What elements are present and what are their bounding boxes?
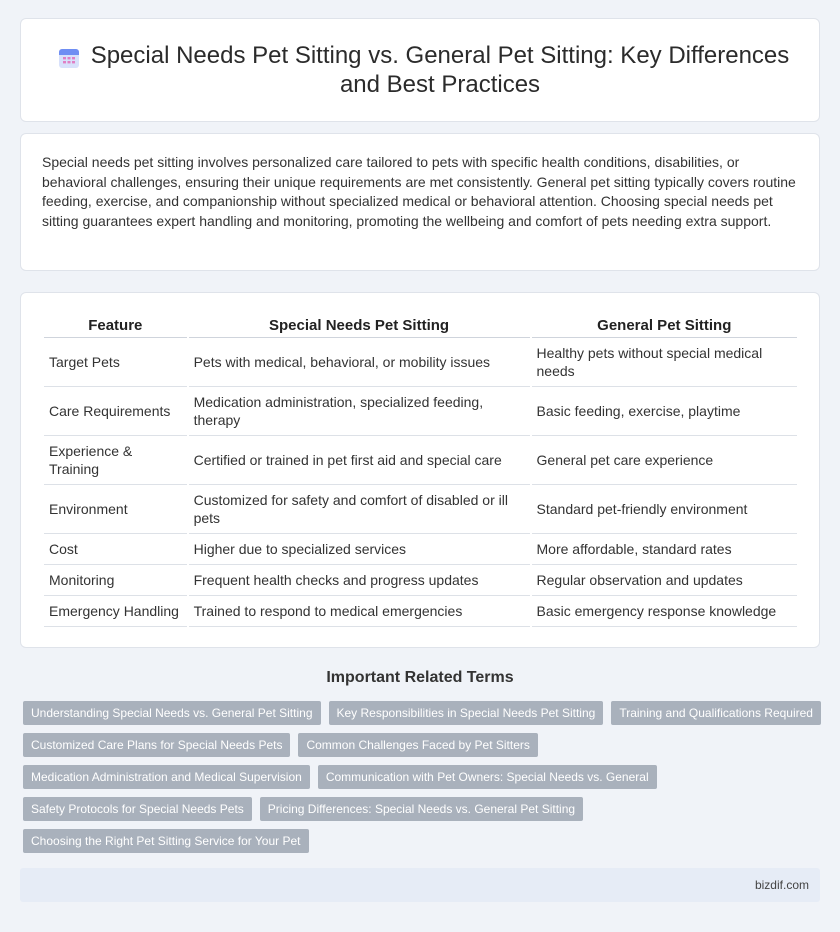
related-term-tag[interactable]: Training and Qualifications Required	[611, 701, 821, 725]
feature-cell: Target Pets	[44, 338, 187, 387]
related-term-tag[interactable]: Medication Administration and Medical Supervision	[23, 765, 310, 789]
intro-card	[20, 133, 820, 271]
feature-cell: Care Requirements	[44, 387, 187, 436]
related-term-tag[interactable]: Communication with Pet Owners: Special Needs vs. General	[318, 765, 657, 789]
column-header: General Pet Sitting	[532, 315, 797, 338]
intro-paragraph: Special needs pet sitting involves personalized care tailored to pets with specific health conditions, disabilities, or behavioral challenges, ensuring their unique requirements are met consistently. General pet sitting typically covers routine feeding, exercise, and companionship without specialized medical or behavioral attention. Choosing special needs pet sitting guarantees expert handling and monitoring, promoting the wellbeing and comfort of pets needing extra support.	[42, 154, 796, 229]
related-term-tag[interactable]: Key Responsibilities in Special Needs Pet Sitting	[329, 701, 604, 725]
table-row	[44, 534, 797, 565]
related-terms-heading: Important Related Terms	[326, 669, 514, 686]
related-term-tag[interactable]: Pricing Differences: Special Needs vs. General Pet Sitting	[260, 797, 583, 821]
special-needs-cell: Customized for safety and comfort of disabled or ill pets	[189, 485, 530, 534]
special-needs-cell: Certified or trained in pet first aid and special care	[189, 436, 530, 485]
general-cell: Basic emergency response knowledge	[532, 596, 797, 627]
table-row	[44, 565, 797, 596]
general-cell: Standard pet-friendly environment	[532, 485, 797, 534]
table-row	[44, 596, 797, 627]
table-row	[44, 338, 797, 387]
general-cell: Regular observation and updates	[532, 565, 797, 596]
comparison-table	[42, 315, 799, 627]
footer-site-link[interactable]: bizdif.com	[754, 878, 809, 892]
table-row	[44, 485, 797, 534]
related-term-tag[interactable]: Common Challenges Faced by Pet Sitters	[298, 733, 537, 757]
related-term-tag[interactable]: Choosing the Right Pet Sitting Service for Your Pet	[23, 829, 309, 853]
column-header: Special Needs Pet Sitting	[189, 315, 530, 338]
general-cell: Healthy pets without special medical needs	[532, 338, 797, 387]
special-needs-cell: Higher due to specialized services	[189, 534, 530, 565]
page-title: Special Needs Pet Sitting vs. General Pet Sitting: Key Differences and Best Practices	[90, 42, 790, 98]
feature-cell: Monitoring	[44, 565, 187, 596]
general-cell: General pet care experience	[532, 436, 797, 485]
related-term-tag[interactable]: Understanding Special Needs vs. General Pet Sitting	[23, 701, 321, 725]
general-cell: More affordable, standard rates	[532, 534, 797, 565]
table-row	[44, 387, 797, 436]
comparison-card	[20, 292, 820, 648]
related-term-tag[interactable]: Safety Protocols for Special Needs Pets	[23, 797, 252, 821]
feature-cell: Experience & Training	[44, 436, 187, 485]
column-header: Feature	[44, 315, 187, 338]
special-needs-cell: Medication administration, specialized feeding, therapy	[189, 387, 530, 436]
table-row	[44, 436, 797, 485]
special-needs-cell: Pets with medical, behavioral, or mobility issues	[189, 338, 530, 387]
feature-cell: Cost	[44, 534, 187, 565]
related-term-tag[interactable]: Customized Care Plans for Special Needs Pets	[23, 733, 290, 757]
general-cell: Basic feeding, exercise, playtime	[532, 387, 797, 436]
footer-bar	[20, 868, 820, 902]
special-needs-cell: Trained to respond to medical emergencies	[189, 596, 530, 627]
feature-cell: Emergency Handling	[44, 596, 187, 627]
feature-cell: Environment	[44, 485, 187, 534]
related-terms-list	[23, 701, 823, 853]
table-header-row	[44, 315, 797, 338]
special-needs-cell: Frequent health checks and progress updates	[189, 565, 530, 596]
title-card	[20, 18, 820, 122]
